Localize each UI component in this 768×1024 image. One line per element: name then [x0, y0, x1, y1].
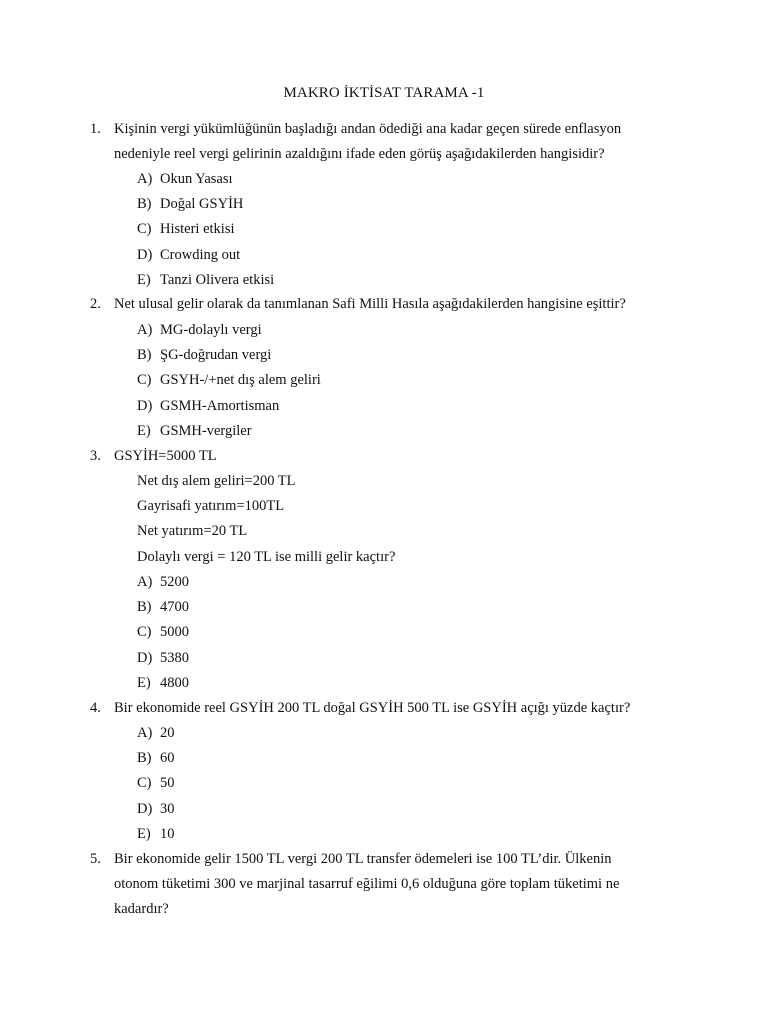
option-e: [137, 822, 677, 847]
option-letter: E): [137, 271, 151, 288]
option-text: 60: [160, 750, 175, 767]
option-b: [137, 746, 677, 771]
option-letter: C): [137, 372, 152, 389]
option-c: [137, 217, 677, 242]
option-text: 5380: [160, 649, 189, 666]
option-e: [137, 419, 677, 444]
option-letter: C): [137, 775, 152, 792]
option-letter: D): [137, 397, 153, 414]
option-d: [137, 243, 677, 268]
question-text-line: GSYİH=5000 TL: [114, 448, 217, 464]
question-text-line: kadardır?: [114, 901, 169, 918]
question-2-options: [137, 318, 677, 444]
option-b: [137, 343, 677, 368]
option-letter: A): [137, 171, 153, 187]
given-line: Dolaylı vergi = 120 TL ise milli gelir kaçtır?: [137, 548, 396, 565]
option-text: GSMH-Amortisman: [160, 397, 280, 414]
question-3-given: [137, 469, 677, 570]
option-text: 10: [160, 825, 175, 842]
question-text-line: Bir ekonomide gelir 1500 TL vergi 200 TL transfer ödemeleri ise 100 TL’dir. Ülkenin: [114, 851, 612, 867]
option-text: 4700: [160, 599, 189, 616]
question-4-options: [137, 721, 677, 847]
option-letter: A): [137, 322, 153, 338]
option-letter: B): [137, 750, 152, 767]
question-number: 4.: [90, 700, 101, 716]
option-text: GSYH-/+net dış alem geliri: [160, 372, 321, 389]
option-letter: D): [137, 800, 153, 817]
question-text-line: nedeniyle reel vergi gelirinin azaldığını ifade eden görüş aşağıdakilerden hangisidir?: [114, 146, 605, 163]
question-number: 5.: [90, 851, 101, 867]
question-1: [90, 117, 690, 167]
option-c: [137, 771, 677, 796]
option-d: [137, 394, 677, 419]
given-line: Gayrisafi yatırım=100TL: [137, 498, 285, 515]
option-letter: B): [137, 599, 152, 616]
option-text: Histeri etkisi: [160, 221, 235, 238]
option-letter: C): [137, 624, 152, 641]
option-d: [137, 646, 677, 671]
question-3: [90, 444, 690, 469]
option-b: [137, 192, 677, 217]
option-text: Okun Yasası: [160, 171, 233, 187]
option-c: [137, 368, 677, 393]
given-line: Net yatırım=20 TL: [137, 523, 248, 540]
question-1-options: [137, 167, 677, 293]
option-c: [137, 620, 677, 645]
option-e: [137, 671, 677, 696]
question-number: 2.: [90, 296, 101, 312]
question-4: [90, 696, 690, 721]
option-letter: D): [137, 649, 153, 666]
option-letter: A): [137, 725, 153, 741]
option-text: Crowding out: [160, 246, 241, 263]
option-text: 5000: [160, 624, 189, 641]
option-text: 20: [160, 725, 175, 741]
given-line: Net dış alem geliri=200 TL: [137, 473, 296, 489]
question-text-line: Kişinin vergi yükümlüğünün başladığı andan ödediği ana kadar geçen sürede enflasyon: [114, 121, 622, 137]
option-text: ŞG-doğrudan vergi: [160, 347, 272, 364]
option-letter: B): [137, 196, 152, 213]
option-b: [137, 595, 677, 620]
page-title: MAKRO İKTİSAT TARAMA -1: [283, 85, 485, 101]
question-2: [90, 292, 690, 317]
option-a: [137, 318, 677, 343]
question-text-line: Bir ekonomide reel GSYİH 200 TL doğal GSYİH 500 TL ise GSYİH açığı yüzde kaçtır?: [114, 700, 631, 716]
option-letter: A): [137, 574, 153, 590]
option-letter: E): [137, 674, 151, 691]
question-text-line: otonom tüketimi 300 ve marjinal tasarruf eğilimi 0,6 olduğuna göre toplam tüketimi ne: [114, 876, 620, 893]
option-text: 4800: [160, 674, 189, 691]
question-3-options: [137, 570, 677, 696]
question-number: 3.: [90, 448, 101, 464]
option-a: [137, 167, 677, 192]
option-text: 50: [160, 775, 175, 792]
option-text: Tanzi Olivera etkisi: [160, 271, 275, 288]
option-d: [137, 797, 677, 822]
option-e: [137, 268, 677, 293]
option-letter: C): [137, 221, 152, 238]
question-5: [90, 847, 690, 923]
question-text-line: Net ulusal gelir olarak da tanımlanan Safi Milli Hasıla aşağıdakilerden hangisine eşittir?: [114, 296, 626, 312]
option-text: 5200: [160, 574, 189, 590]
option-letter: E): [137, 422, 151, 439]
option-text: 30: [160, 800, 175, 817]
option-a: [137, 570, 677, 595]
option-letter: E): [137, 825, 151, 842]
option-text: MG-dolaylı vergi: [160, 322, 262, 338]
option-letter: B): [137, 347, 152, 364]
option-a: [137, 721, 677, 746]
option-text: Doğal GSYİH: [160, 196, 244, 213]
option-text: GSMH-vergiler: [160, 422, 252, 439]
option-letter: D): [137, 246, 153, 263]
question-number: 1.: [90, 121, 101, 137]
